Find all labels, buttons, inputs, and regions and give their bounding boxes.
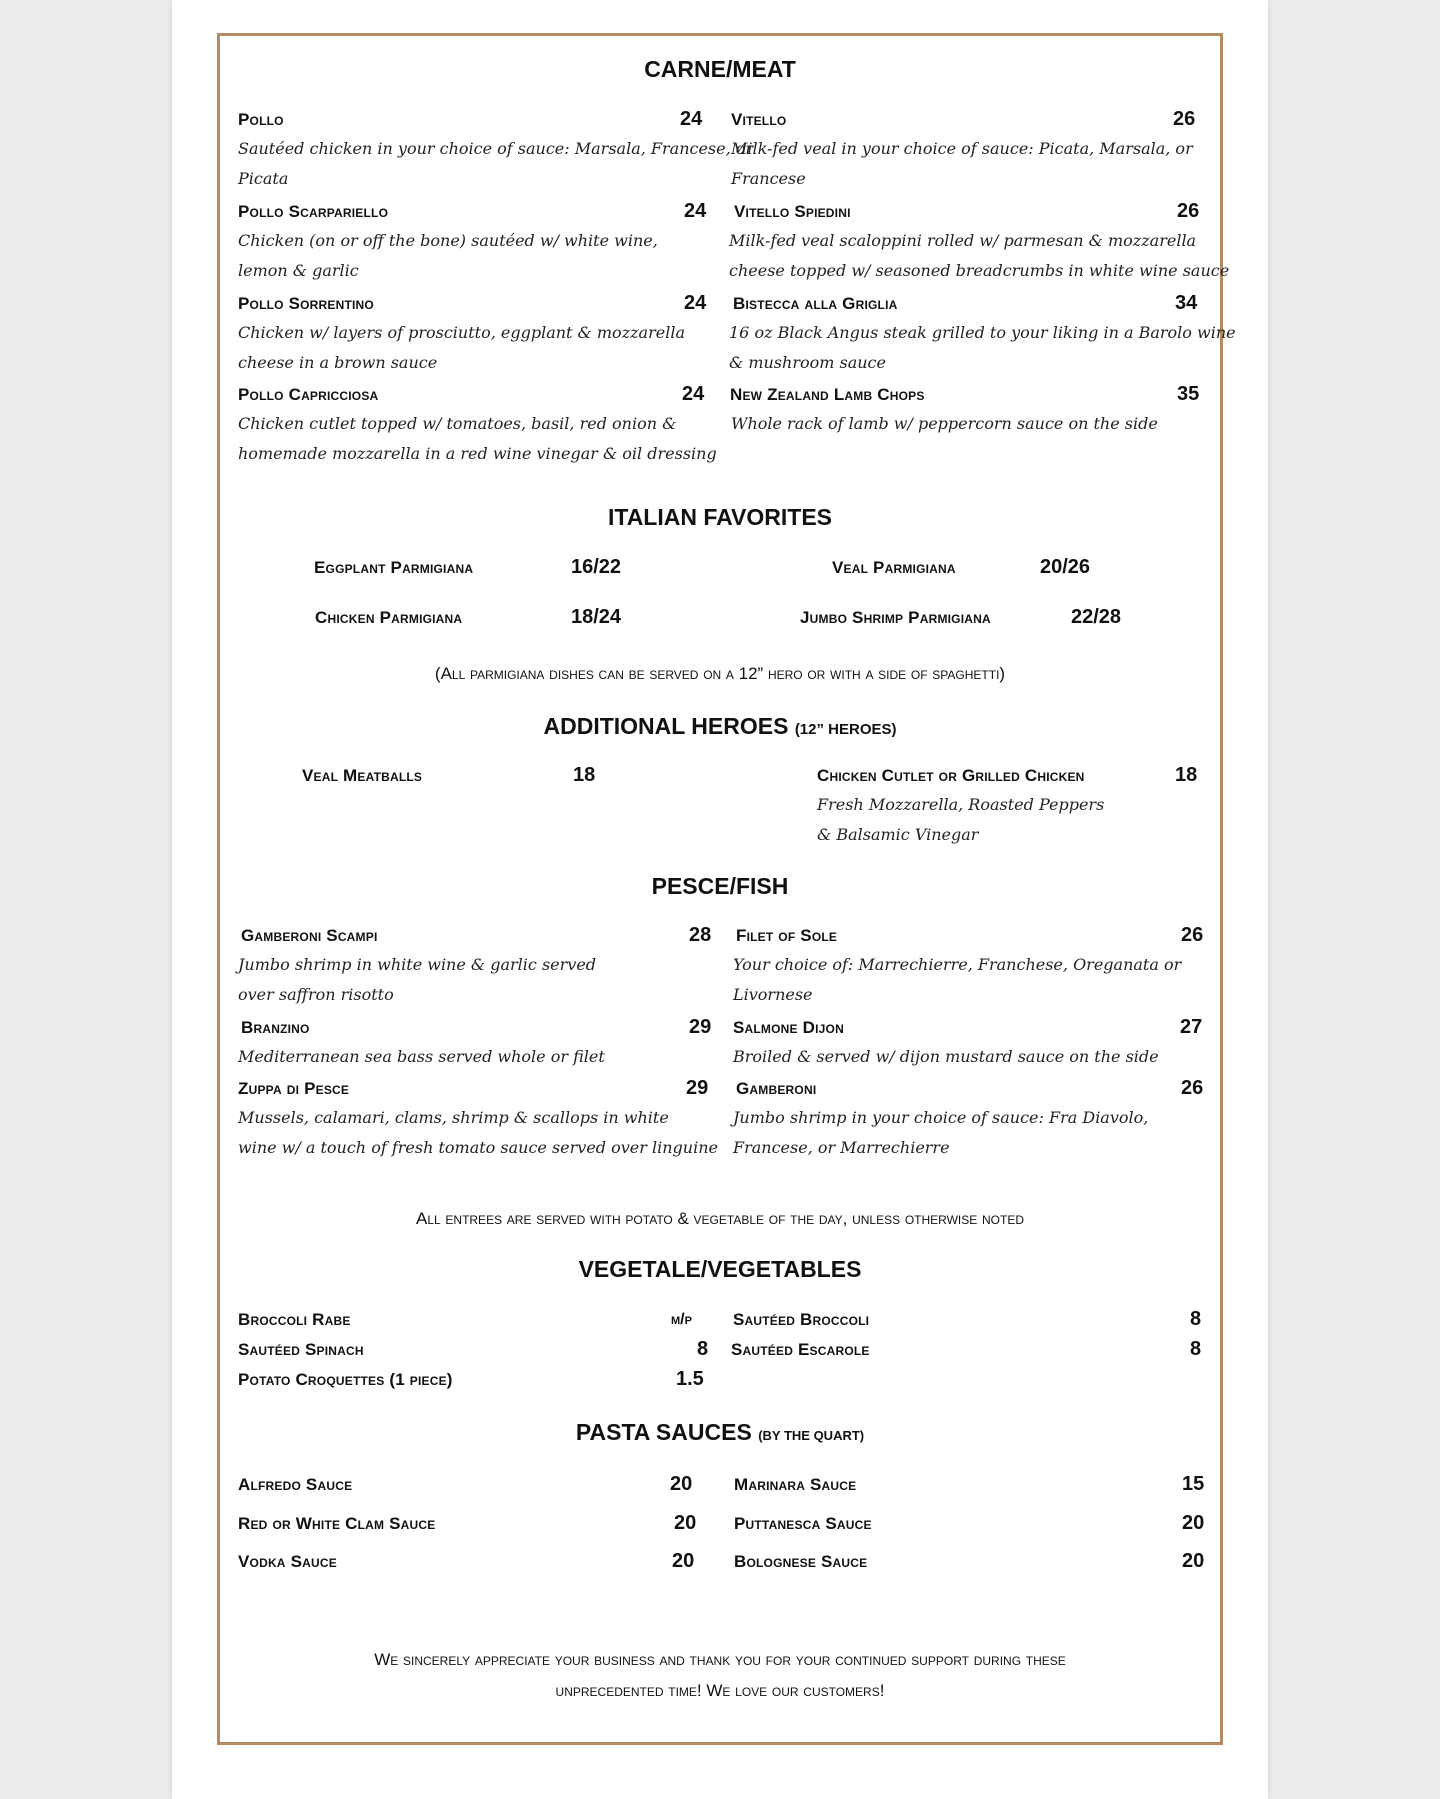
menu-item-name: Vitello Spiedini: [734, 202, 851, 221]
menu-item-desc: Whole rack of lamb w/ peppercorn sauce on the side: [731, 414, 1158, 433]
menu-item-price: 26: [1173, 108, 1196, 130]
menu-item-price: 22/28: [1071, 606, 1122, 628]
menu-item-price: 26: [1177, 200, 1200, 222]
menu-item-price: 18/24: [571, 606, 622, 628]
menu-item-name: Sautéed Broccoli: [733, 1310, 870, 1329]
menu-item-name: Branzino: [241, 1018, 310, 1037]
menu-item-desc: Chicken (on or off the bone) sautéed w/ white wine,: [238, 231, 658, 250]
menu-item-name: Red or White Clam Sauce: [238, 1514, 436, 1533]
menu-item-name: Sautéed Escarole: [731, 1340, 870, 1359]
menu-item-price: 20: [674, 1512, 697, 1534]
menu-item-name: Chicken Cutlet or Grilled Chicken: [817, 766, 1085, 785]
menu-item-name: Pollo Capricciosa: [238, 385, 379, 404]
entree-note: All entrees are served with potato & vegetable of the day, unless otherwise noted: [415, 1209, 1024, 1228]
menu-item-name: Eggplant Parmigiana: [314, 558, 474, 577]
menu-item-desc: Jumbo shrimp in white wine & garlic served: [238, 955, 597, 974]
menu-item-name: Pollo Scarpariello: [238, 202, 389, 221]
menu-item-desc: Broiled & served w/ dijon mustard sauce on the side: [733, 1047, 1159, 1066]
menu-item-desc: Picata: [238, 169, 289, 188]
menu-item-desc: Your choice of: Marrechierre, Franchese, Oreganata or: [733, 955, 1182, 974]
menu-item-desc: Milk-fed veal scaloppini rolled w/ parmesan & mozzarella: [729, 231, 1197, 250]
menu-item-name: Pollo Sorrentino: [238, 294, 374, 313]
section-title-italian: ITALIAN FAVORITES: [607, 504, 833, 530]
menu-item-price: 15: [1182, 1473, 1205, 1495]
menu-item-price: 20: [670, 1473, 693, 1495]
menu-item-desc: Francese: [731, 169, 806, 188]
menu-item-desc: Livornese: [733, 985, 813, 1004]
menu-item-price: 8: [1190, 1308, 1202, 1330]
menu-item-name: Jumbo Shrimp Parmigiana: [800, 608, 991, 627]
menu-item-price: 8: [1190, 1338, 1202, 1360]
menu-item-desc: Mediterranean sea bass served whole or filet: [238, 1047, 605, 1066]
menu-item-price: 20: [1182, 1512, 1205, 1534]
menu-item-price: 20: [672, 1550, 695, 1572]
menu-item-name: Vitello: [731, 110, 787, 129]
thank-you-line-1: We sincerely appreciate your business and thank you for your continued support during these: [374, 1650, 1066, 1669]
menu-item-price: 20/26: [1040, 556, 1091, 578]
parmigiana-note: (All parmigiana dishes can be served on a 12” hero or with a side of spaghetti): [434, 664, 1006, 683]
menu-item-desc: 16 oz Black Angus steak grilled to your liking in a Barolo wine: [729, 323, 1236, 342]
menu-item-desc: Francese, or Marrechierre: [733, 1138, 950, 1157]
menu-item-name: Sautéed Spinach: [238, 1340, 364, 1359]
menu-item-desc: cheese in a brown sauce: [238, 353, 438, 372]
menu-item-name: Zuppa di Pesce: [238, 1079, 350, 1098]
menu-item-price: 29: [689, 1016, 712, 1038]
section-title-heroes: [217, 713, 1223, 740]
menu-item-price: 18: [573, 764, 596, 786]
section-title-meat: CARNE/MEAT: [644, 56, 796, 82]
menu-item-price: m/p: [671, 1311, 692, 1328]
menu-item-name: Veal Meatballs: [302, 766, 423, 785]
menu-item-price: 27: [1180, 1016, 1203, 1038]
menu-item-desc: lemon & garlic: [238, 261, 359, 280]
menu-item-price: 26: [1181, 1077, 1204, 1099]
section-title-sauces: [217, 1419, 1223, 1446]
menu-item-name: Bistecca alla Griglia: [733, 294, 898, 313]
menu-item-price: 34: [1175, 292, 1198, 314]
menu-item-name: Puttanesca Sauce: [734, 1514, 872, 1533]
menu-item-desc: cheese topped w/ seasoned breadcrumbs in white wine sauce: [729, 261, 1230, 280]
sauces-title: PASTA SAUCES: [575, 1419, 752, 1445]
menu-item-price: 29: [686, 1077, 709, 1099]
menu-item-price: 24: [684, 292, 707, 314]
sauces-subtitle: (BY THE QUART): [758, 1428, 865, 1443]
menu-item-desc: homemade mozzarella in a red wine vinegar & oil dressing: [238, 444, 717, 463]
menu-item-price: 18: [1175, 764, 1198, 786]
menu-item-desc: Chicken cutlet topped w/ tomatoes, basil, red onion &: [238, 414, 677, 433]
menu-item-name: Salmone Dijon: [733, 1018, 844, 1037]
menu-item-desc: wine w/ a touch of fresh tomato sauce served over linguine: [238, 1138, 718, 1157]
menu-item-name: Veal Parmigiana: [832, 558, 956, 577]
menu-item-price: 24: [682, 383, 705, 405]
menu-item-name: Pollo: [238, 110, 284, 129]
menu-item-name: Broccoli Rabe: [238, 1310, 351, 1329]
menu-item-name: Gamberoni Scampi: [241, 926, 378, 945]
menu-item-name: Filet of Sole: [736, 926, 838, 945]
section-title-fish: PESCE/FISH: [651, 873, 789, 899]
menu-item-price: 24: [684, 200, 707, 222]
menu-item-desc: Chicken w/ layers of prosciutto, eggplant & mozzarella: [238, 323, 685, 342]
menu-item-name: Bolognese Sauce: [734, 1552, 868, 1571]
menu-item-price: 35: [1177, 383, 1200, 405]
heroes-subtitle: (12” HEROES): [794, 721, 897, 738]
menu-item-name: Chicken Parmigiana: [315, 608, 463, 627]
menu-item-price: 28: [689, 924, 712, 946]
menu-item-desc: Mussels, calamari, clams, shrimp & scallops in white: [238, 1108, 669, 1127]
menu-item-price: 26: [1181, 924, 1204, 946]
menu-item-desc: Jumbo shrimp in your choice of sauce: Fra Diavolo,: [733, 1108, 1149, 1127]
heroes-title: ADDITIONAL HEROES: [543, 713, 789, 739]
menu-item-price: 1.5: [676, 1368, 704, 1390]
menu-item-desc: over saffron risotto: [238, 985, 394, 1004]
menu-item-price: 16/22: [571, 556, 622, 578]
menu-item-name: Alfredo Sauce: [238, 1475, 353, 1494]
menu-item-name: Gamberoni: [736, 1079, 817, 1098]
menu-item-price: 8: [697, 1338, 709, 1360]
menu-item-desc: & Balsamic Vinegar: [817, 825, 979, 844]
menu-item-name: Potato Croquettes (1 piece): [238, 1370, 453, 1389]
menu-item-price: 24: [680, 108, 703, 130]
menu-item-name: Marinara Sauce: [734, 1475, 857, 1494]
thank-you-line-2: unprecedented time! We love our customers!: [555, 1681, 885, 1700]
menu-item-name: Vodka Sauce: [238, 1552, 337, 1571]
menu-item-desc: Sautéed chicken in your choice of sauce: Marsala, Francese, or: [238, 139, 754, 158]
menu-item-price: 20: [1182, 1550, 1205, 1572]
menu-item-desc: Fresh Mozzarella, Roasted Peppers: [817, 795, 1105, 814]
menu-item-desc: Milk-fed veal in your choice of sauce: Picata, Marsala, or: [731, 139, 1193, 158]
menu-item-name: New Zealand Lamb Chops: [730, 385, 925, 404]
menu-item-desc: & mushroom sauce: [729, 353, 886, 372]
section-title-vegetables: VEGETALE/VEGETABLES: [578, 1256, 862, 1282]
